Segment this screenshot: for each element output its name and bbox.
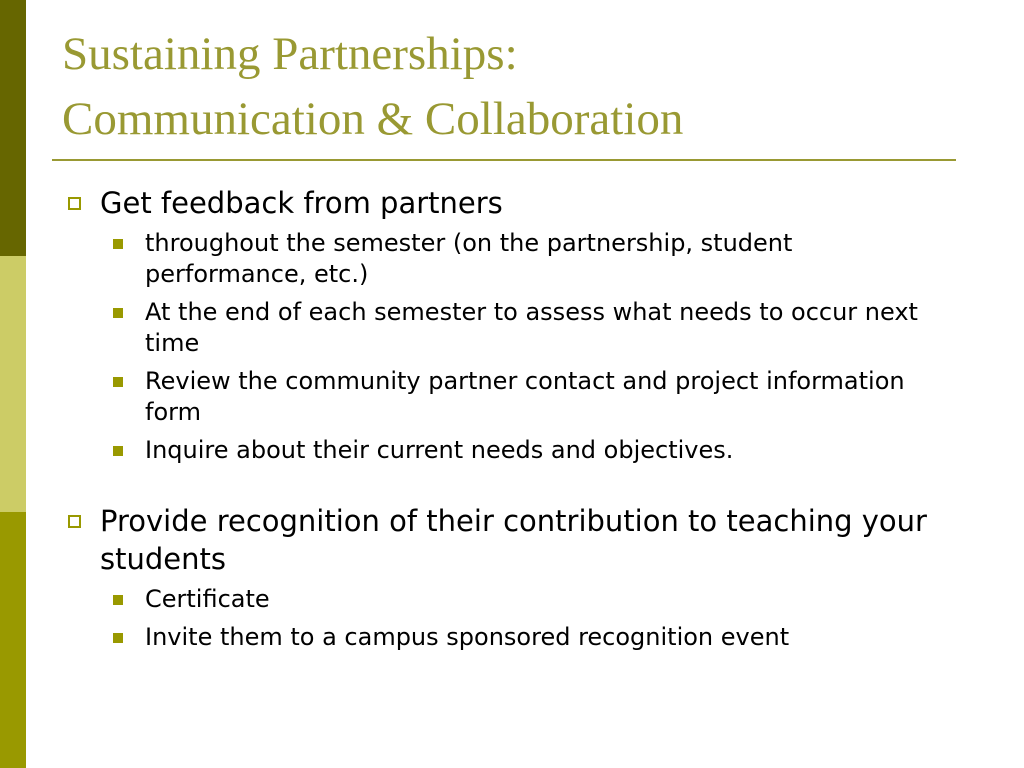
filled-square-bullet-icon [113,308,123,318]
bullet-text: Provide recognition of their contribution to teaching your students [100,504,927,576]
filled-square-bullet-icon [113,446,123,456]
sub-bullet [100,366,948,428]
filled-square-bullet-icon [113,239,123,249]
sub-bullet-text: Review the community partner contact and project information form [145,367,905,426]
bullet-get-feedback [68,184,948,466]
sub-bullet-text: Invite them to a campus sponsored recognition event [145,623,790,651]
slide-title-line-1: Sustaining Partnerships: [62,28,518,80]
bullet-text: Get feedback from partners [100,186,503,220]
sub-bullet-text: Inquire about their current needs and objectives. [145,436,734,464]
side-accent-bar-bottom [0,512,26,768]
sub-bullet [100,297,948,359]
title-divider [52,159,956,161]
sub-bullet-text: At the end of each semester to assess what needs to occur next time [145,298,918,357]
side-accent-bar-middle [0,256,26,512]
sub-bullet [100,228,948,290]
side-accent-bar-top [0,0,26,256]
filled-square-bullet-icon [113,595,123,605]
slide-body [68,184,948,660]
hollow-square-bullet-icon [68,515,81,528]
filled-square-bullet-icon [113,377,123,387]
hollow-square-bullet-icon [68,197,81,210]
sub-bullet-list [100,228,948,466]
sub-bullet [100,584,948,615]
sub-bullet [100,622,948,653]
sub-bullet [100,435,948,466]
sub-bullet-text: Certificate [145,585,270,613]
slide-title [62,22,962,153]
slide-title-line-2: Communication & Collaboration [62,93,684,146]
bullet-provide-recognition [68,502,948,653]
sub-bullet-text: throughout the semester (on the partnership, student performance, etc.) [145,229,793,288]
sub-bullet-list [100,584,948,653]
filled-square-bullet-icon [113,633,123,643]
